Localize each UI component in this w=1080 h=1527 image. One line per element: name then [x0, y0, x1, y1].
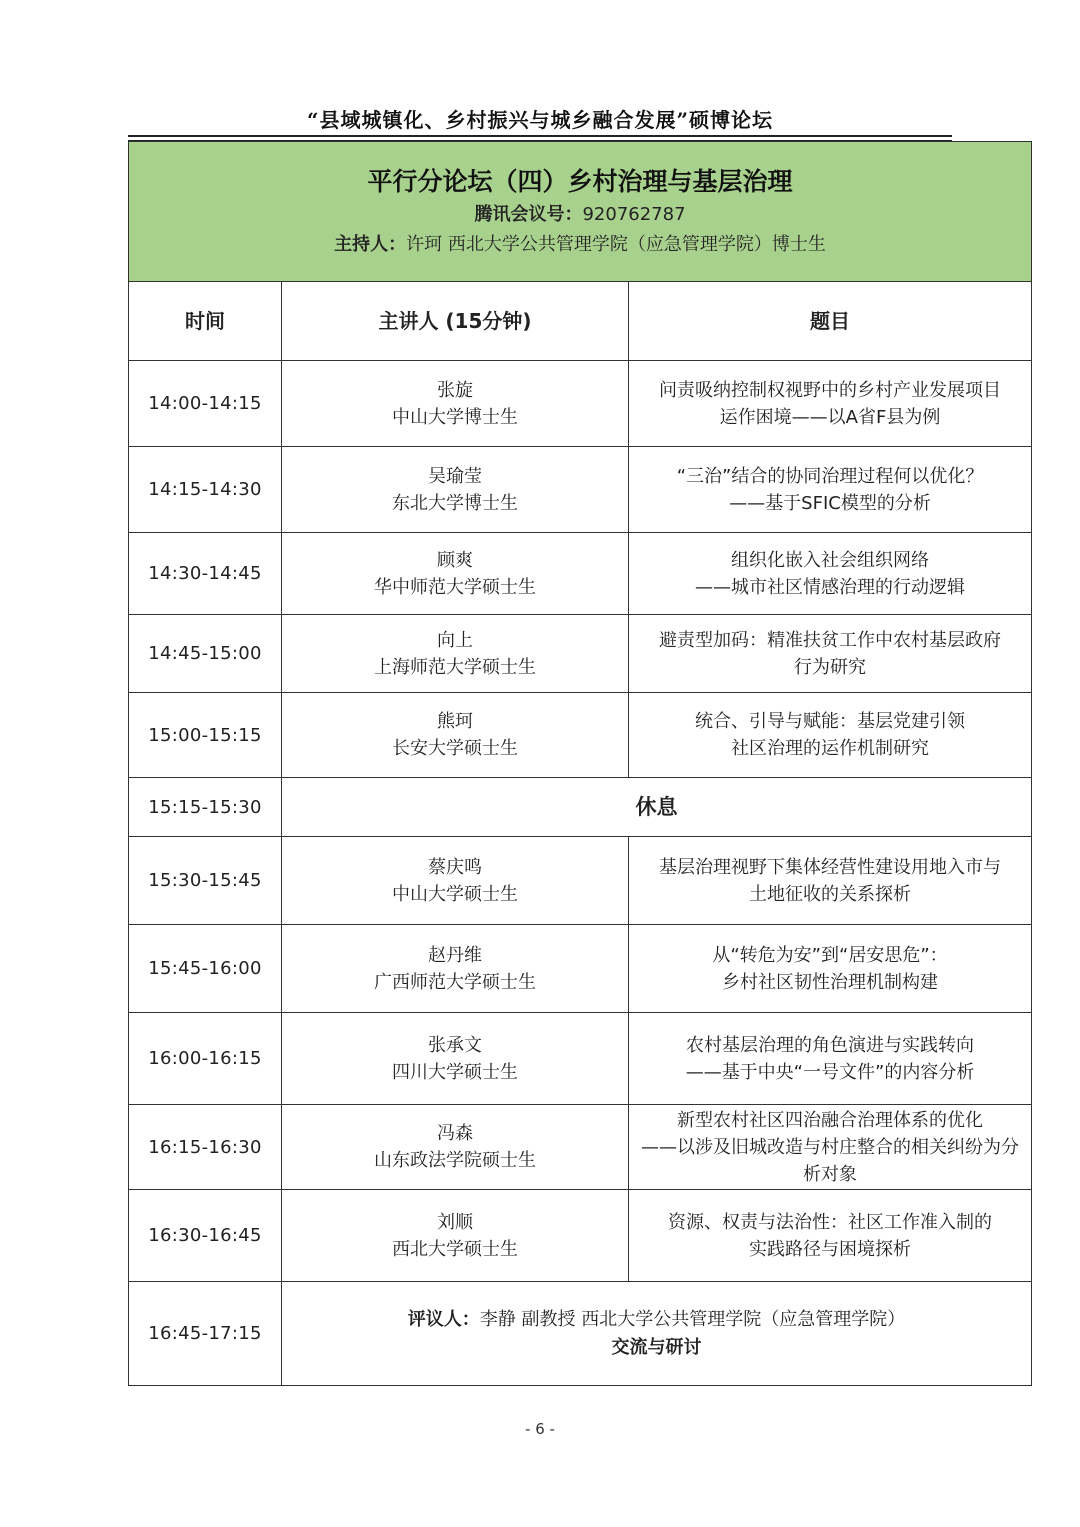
topic-line: 新型农村社区四治融合治理体系的优化 — [677, 1109, 984, 1131]
topic-cell — [629, 533, 1032, 615]
speaker-affiliation: 中山大学硕士生 — [392, 883, 518, 905]
host-text: 许珂 西北大学公共管理学院（应急管理学院）博士生 — [406, 233, 826, 255]
speaker-name: 冯森 — [437, 1123, 473, 1144]
reviewer-label: 评议人： — [407, 1308, 480, 1330]
document-header-title: “县域城镇化、乡村振兴与城乡融合发展”硕博论坛 — [306, 108, 773, 132]
speaker-affiliation: 广西师范大学硕士生 — [374, 971, 536, 993]
break-row — [129, 778, 1032, 837]
speaker-name: 顾爽 — [437, 549, 473, 571]
session-row — [129, 837, 1032, 925]
column-header-speaker: 主讲人 (15分钟) — [282, 282, 629, 361]
topic-line: 乡村社区韧性治理机制构建 — [722, 971, 939, 993]
topic-line: 统合、引导与赋能：基层党建引领 — [695, 711, 966, 732]
speaker-cell — [282, 1013, 629, 1105]
session-time: 16:30-16:45 — [129, 1190, 282, 1282]
session-row — [129, 533, 1032, 615]
speaker-cell — [282, 693, 629, 778]
speaker-name: 赵丹维 — [428, 944, 482, 966]
forum-title: 平行分论坛（四）乡村治理与基层治理 — [367, 166, 793, 196]
session-row — [129, 447, 1032, 533]
session-time: 15:00-15:15 — [129, 693, 282, 778]
topic-cell — [629, 837, 1032, 925]
speaker-name: 张承文 — [428, 1034, 482, 1056]
topic-line: 基层治理视野下集体经营性建设用地入市与 — [659, 856, 1002, 878]
topic-line: ——基于中央“一号文件”的内容分析 — [685, 1061, 975, 1083]
meeting-info — [129, 200, 1031, 230]
speaker-affiliation: 长安大学硕士生 — [392, 738, 518, 759]
topic-line: ——基于SFIC模型的分析 — [729, 492, 931, 514]
review-row — [129, 1282, 1032, 1386]
topic-line: 析对象 — [803, 1163, 858, 1185]
speaker-affiliation: 上海师范大学硕士生 — [374, 656, 536, 678]
session-row — [129, 925, 1032, 1013]
header-rule-top — [128, 135, 952, 137]
session-time: 14:45-15:00 — [129, 615, 282, 693]
forum-banner — [129, 142, 1032, 282]
topic-line: 实践路径与困境探析 — [749, 1238, 912, 1260]
topic-cell — [629, 1013, 1032, 1105]
host-info — [129, 230, 1031, 260]
speaker-affiliation: 东北大学博士生 — [392, 492, 518, 514]
meeting-id: 920762787 — [582, 203, 686, 225]
review-time: 16:45-17:15 — [129, 1282, 282, 1386]
speaker-name: 熊珂 — [437, 711, 473, 732]
topic-line: 资源、权责与法治性：社区工作准入制的 — [668, 1211, 993, 1233]
topic-line: 运作困境——以A省F县为例 — [719, 406, 941, 428]
column-header-time: 时间 — [129, 282, 282, 361]
topic-line: “三治”结合的协同治理过程何以优化？ — [676, 465, 984, 487]
session-row — [129, 1105, 1032, 1190]
speaker-affiliation: 中山大学博士生 — [392, 406, 518, 428]
speaker-cell — [282, 1190, 629, 1282]
speaker-affiliation: 华中师范大学硕士生 — [374, 576, 536, 598]
speaker-cell — [282, 837, 629, 925]
topic-line: 行为研究 — [794, 656, 867, 678]
break-time: 15:15-15:30 — [129, 778, 282, 837]
speaker-cell — [282, 447, 629, 533]
speaker-cell — [282, 1105, 629, 1190]
meeting-label: 腾讯会议号： — [474, 203, 583, 225]
review-cell — [282, 1282, 1032, 1386]
session-row — [129, 615, 1032, 693]
session-time: 15:45-16:00 — [129, 925, 282, 1013]
banner-row — [129, 142, 1032, 282]
session-time: 16:00-16:15 — [129, 1013, 282, 1105]
session-time: 14:00-14:15 — [129, 361, 282, 447]
topic-line: 组织化嵌入社会组织网络 — [731, 549, 930, 571]
speaker-cell — [282, 361, 629, 447]
topic-line: 问责吸纳控制权视野中的乡村产业发展项目 — [659, 379, 1002, 401]
topic-line: ——以涉及旧城改造与村庄整合的相关纠纷为分 — [641, 1136, 1020, 1158]
speaker-name: 蔡庆鸣 — [428, 856, 482, 878]
speaker-name: 吴瑜莹 — [428, 465, 482, 487]
session-time: 15:30-15:45 — [129, 837, 282, 925]
host-label: 主持人： — [334, 233, 407, 255]
speaker-name: 向上 — [437, 629, 473, 651]
speaker-cell — [282, 615, 629, 693]
review-activity-label: 交流与研讨 — [611, 1336, 702, 1358]
page-number: - 6 - — [525, 1420, 555, 1438]
session-time: 14:30-14:45 — [129, 533, 282, 615]
topic-line: 从“转危为安”到“居安思危”： — [712, 944, 948, 966]
topic-cell — [629, 447, 1032, 533]
session-row — [129, 693, 1032, 778]
topic-line: 土地征收的关系探析 — [749, 883, 912, 905]
speaker-affiliation: 西北大学硕士生 — [392, 1238, 518, 1260]
speaker-name: 张旋 — [437, 379, 473, 401]
topic-cell — [629, 361, 1032, 447]
speaker-cell — [282, 533, 629, 615]
session-time: 16:15-16:30 — [129, 1105, 282, 1190]
reviewer-text: 李静 副教授 西北大学公共管理学院（应急管理学院） — [479, 1308, 906, 1330]
speaker-name: 刘顺 — [437, 1211, 473, 1233]
column-header-row — [129, 282, 1032, 361]
speaker-affiliation: 山东政法学院硕士生 — [374, 1150, 536, 1171]
session-row — [129, 361, 1032, 447]
topic-cell — [629, 925, 1032, 1013]
topic-cell — [629, 615, 1032, 693]
topic-line: 避责型加码：精准扶贫工作中农村基层政府 — [659, 629, 1002, 651]
topic-cell — [629, 1190, 1032, 1282]
speaker-affiliation: 四川大学硕士生 — [392, 1061, 518, 1083]
topic-cell — [629, 1105, 1032, 1190]
schedule-table — [128, 141, 1032, 1386]
reviewer-info — [282, 1306, 1031, 1334]
session-time: 14:15-14:30 — [129, 447, 282, 533]
break-label: 休息 — [282, 778, 1032, 837]
topic-line: ——城市社区情感治理的行动逻辑 — [695, 576, 966, 598]
session-row — [129, 1190, 1032, 1282]
topic-line: 农村基层治理的角色演进与实践转向 — [686, 1034, 975, 1056]
session-row — [129, 1013, 1032, 1105]
topic-cell — [629, 693, 1032, 778]
review-activity — [282, 1334, 1031, 1362]
topic-line: 社区治理的运作机制研究 — [731, 738, 930, 759]
column-header-topic: 题目 — [629, 282, 1032, 361]
speaker-cell — [282, 925, 629, 1013]
